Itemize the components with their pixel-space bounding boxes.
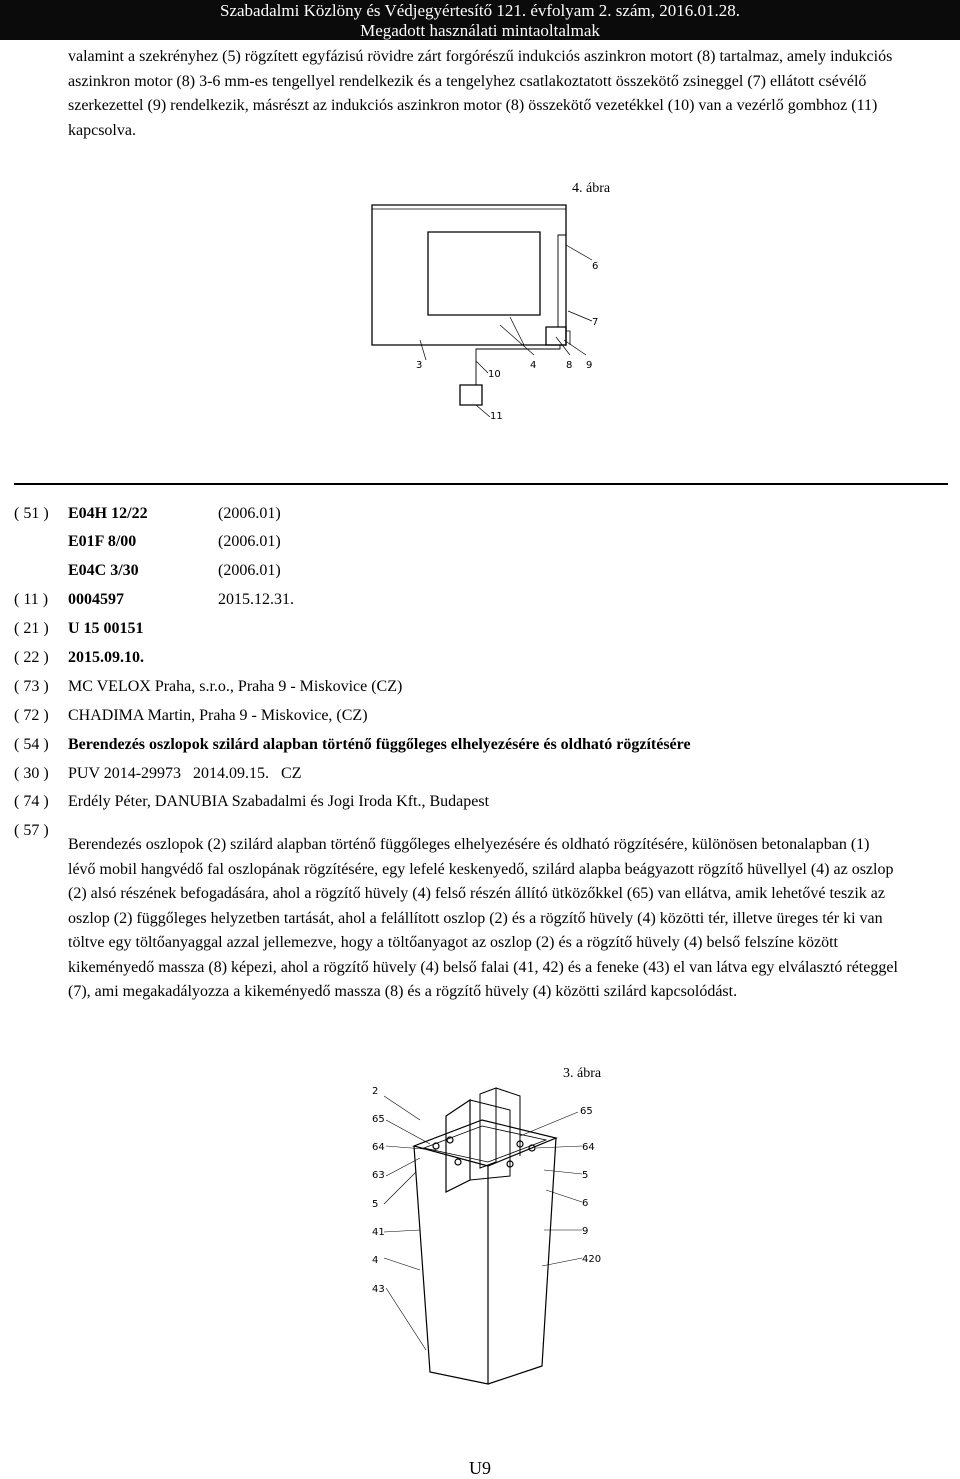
fig3-label-63: 63	[372, 1170, 385, 1181]
section-divider	[14, 483, 948, 485]
ipc-class: E01F 8/00	[68, 533, 137, 550]
page-number: U9	[469, 1458, 491, 1478]
field-code: ( 74 )	[14, 793, 49, 810]
fig3-label-5-right: 5	[582, 1170, 589, 1181]
ipc-date: (2006.01)	[218, 533, 281, 550]
priority: PUV 2014-29973 2014.09.15. CZ	[68, 765, 302, 782]
application-number: U 15 00151	[68, 620, 144, 637]
ipc-date: (2006.01)	[218, 505, 281, 522]
owner: MC VELOX Praha, s.r.o., Praha 9 - Miskovice (CZ)	[68, 678, 403, 695]
field-code: ( 11 )	[14, 591, 49, 608]
fig4-label-10: 10	[488, 369, 501, 380]
fig3-label-6: 6	[582, 1198, 589, 1209]
field-code: ( 73 )	[14, 678, 49, 695]
fig3-label-65-right: 65	[580, 1106, 593, 1117]
fig4-label-11: 11	[490, 411, 503, 422]
section-title: Megadott használati mintaoltalmak	[360, 21, 600, 40]
figure3-drawing	[360, 1080, 620, 1392]
fig3-label-2: 2	[372, 1086, 379, 1097]
ipc-class: E04H 12/22	[68, 505, 148, 522]
fig4-label-4: 4	[530, 360, 537, 371]
field-code: ( 51 )	[14, 505, 49, 522]
fig3-label-420: 420	[582, 1254, 602, 1265]
figure4-drawing	[360, 195, 620, 427]
fig3-label-64: 64	[372, 1142, 385, 1153]
abstract-paragraph: Berendezés oszlopok (2) szilárd alapban történő függőleges elhelyezésére és oldható rögzítésére, különösen betonalapban (1) lévő mobil hangvédő fal oszlopának rögzítésére, egy lefelé keskenyedő, szilárd alapba beágyazott rögzítő hüvellyel (4) az oszlop (2) alsó részének befogadására, ahol a rögzítő hüvely (4) felső részén állító ütközőkkel (65) van ellátva, amik lehetővé teszik az oszlop (2) függőleges helyzetben tartását, ahol a felállított oszlop (2) és a rögzítő hüvely (4) közötti tér, illetve üreges tér ki van töltve egy töltőanyaggal azzal jellemezve, hogy a töltőanyagot az oszlop (2) és a rögzítő hüvely (4) belső felszíne között kikeményedő massza (8) képezi, ahol a rögzítő hüvely (4) belső falai (41, 42) és a feneke (43) el van látva egy elválasztó réteggel (7), ami megakadályozza a kikeményedő massza (8) és a rögzítő hüvely (4) közötti szilárd kapcsolódást.	[68, 836, 898, 1000]
field-code: ( 54 )	[14, 736, 49, 753]
fig3-label-65: 65	[372, 1114, 385, 1125]
fig3-label-64-right: 64	[582, 1142, 595, 1153]
field-code: ( 30 )	[14, 765, 49, 782]
filing-date: 2015.09.10.	[68, 649, 144, 666]
fig3-label-43: 43	[372, 1284, 385, 1295]
field-code: ( 57 )	[14, 822, 49, 839]
fig4-label-3: 3	[416, 360, 423, 371]
fig4-label-8: 8	[566, 360, 573, 371]
fig3-label-4: 4	[372, 1255, 379, 1266]
registration-date: 2015.12.31.	[218, 591, 294, 608]
fig3-label-5: 5	[372, 1199, 379, 1210]
figure4-labels	[416, 261, 598, 422]
registration-number: 0004597	[68, 591, 124, 608]
field-code: ( 22 )	[14, 649, 49, 666]
fig3-label-41: 41	[372, 1227, 385, 1238]
fig3-label-9: 9	[582, 1226, 589, 1237]
representative: Erdély Péter, DANUBIA Szabadalmi és Jogi Iroda Kft., Budapest	[68, 793, 490, 810]
ipc-date: (2006.01)	[218, 562, 281, 579]
journal-header	[0, 0, 960, 40]
journal-title: Szabadalmi Közlöny és Védjegyértesítő 121. évfolyam 2. szám, 2016.01.28.	[220, 1, 740, 20]
fig4-label-9: 9	[586, 360, 593, 371]
utility-model-title: Berendezés oszlopok szilárd alapban történő függőleges elhelyezésére és oldható rögzítésére	[68, 736, 691, 753]
figure3-caption: 3. ábra	[563, 1066, 602, 1081]
figure3-labels	[372, 1086, 601, 1295]
intro-paragraph: valamint a szekrényhez (5) rögzített egyfázisú rövidre zárt forgórészű indukciós aszinkron motort (8) tartalmaz, amely indukciós aszinkron motor (8) 3-6 mm-es tengellyel rendelkezik és a tengelyhez csatlakoztatott összekötő zsineggel (7) ellátott csévélő szerkezettel (9) rendelkezik, másrészt az indukciós aszinkron motor (8) összekötő vezetékkel (10) van a vezérlő gombhoz (11) kapcsolva.	[68, 48, 893, 139]
inventor: CHADIMA Martin, Praha 9 - Miskovice, (CZ)	[68, 707, 368, 724]
fig4-label-6: 6	[592, 261, 599, 272]
ipc-class: E04C 3/30	[68, 562, 139, 579]
field-code: ( 72 )	[14, 707, 49, 724]
field-code: ( 21 )	[14, 620, 49, 637]
fig4-label-7: 7	[592, 317, 599, 328]
figure4-caption: 4. ábra	[572, 181, 611, 196]
